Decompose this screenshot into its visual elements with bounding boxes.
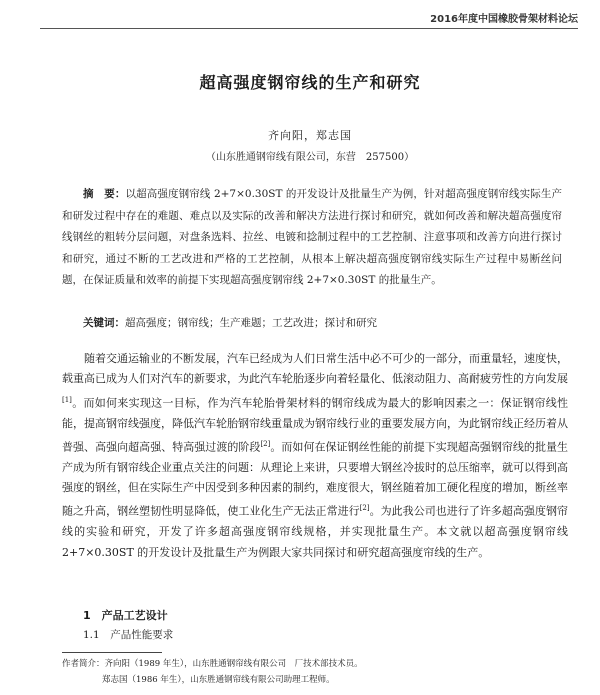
affiliation: （山东胜通钢帘线有限公司，东营 257500） — [205, 152, 415, 163]
keywords-text: 超高强度；钢帘线；生产难题；工艺改进；探讨和研究 — [125, 317, 377, 329]
footnote-author-1: 作者简介：齐向阳（1989 年生），山东胜通钢帘线有限公司 厂技术部技术员。 — [62, 659, 363, 669]
abstract-label: 摘 要： — [83, 188, 126, 200]
citation-3[interactable]: [2] — [359, 504, 370, 513]
citation-1[interactable]: [1] — [62, 395, 72, 404]
citation-2[interactable]: [2] — [260, 439, 271, 448]
subsection-heading: 1.1 产品性能要求 — [83, 629, 174, 641]
abstract — [62, 184, 562, 292]
abstract-text: 以超高强度钢帘线 2+7×0.30ST 的开发设计及批量生产为例，针对超高强度钢帘线实际生产和研发过程中存在的难题、难点以及实际的改善和解决方法进行探讨和研究，就如何改善和解决超高强度帘线钢丝的粗转分层问题，对盘条选料、拉丝、电镀和捻制过程中的工艺控制、注意事项和改善方向进行探讨和研究，通过不断的工艺改进和严格的工艺控制，从根本上解决超高强度钢帘线实际生产过程中易断丝问题，在保证质量和效率的前提下实现超高强度钢帘线 2+7×0.30ST 的批量生产。 — [62, 188, 562, 286]
paper-title: 超高强度钢帘线的生产和研究 — [199, 73, 421, 92]
introduction-paragraph — [62, 349, 568, 563]
body-part-2: 。而如何来实现这一目标，作为汽车轮胎骨架材料的钢帘线成为最大的影响因素之一：保证钢帘线性能，提高钢帘线强度，降低汽车轮胎钢帘线重量成为钢帘线行业的重要发展方向，为此钢帘线正经历着从普强、高强向超高强、特高强过渡的阶段 — [62, 396, 568, 454]
body-part-1: 随着交通运输业的不断发展，汽车已经成为人们日常生活中必不可少的一部分，而重量轻，速度快，载重高已成为人们对汽车的新要求，为此汽车轮胎逐步向着轻量化、低滚动阻力、高耐疲劳性的方向发展 — [62, 352, 568, 386]
authors: 齐向阳，郑志国 — [268, 129, 352, 142]
footnote-divider — [62, 652, 162, 653]
footnote-author-2: 郑志国（1986 年生），山东胜通钢帘线有限公司助理工程师。 — [102, 675, 335, 685]
running-header: 2016年度中国橡胶骨架材料论坛 — [40, 10, 578, 29]
body-part-3: 。而如何在保证钢丝性能的前提下实现超高强钢帘线的批量生产成为所有钢帘线企业重点关注的问题：从理论上来讲，只要增大钢丝冷拔时的总压缩率，就可以得到高强度的钢丝，但在实际生产中因受到多种因素的制约，难度很大，钢丝随着加工硬化程度的增加，断丝率随之升高，钢丝塑韧性明显降低，使工业化生产无法正常进行 — [62, 440, 569, 519]
keywords-label: 关键词： — [83, 317, 125, 329]
body-part-4: 。为此我公司也进行了许多超高强度钢帘线的实验和研究，开发了许多超高强度钢帘线规格，并实现批量生产。本文就以超高强度钢帘线 2+7×0.30ST 的开发设计及批量生产为例跟大家共同探讨和研究超高强度帘线的生产。 — [62, 505, 569, 559]
keywords — [62, 313, 562, 333]
section-heading: 1 产品工艺设计 — [83, 609, 168, 622]
